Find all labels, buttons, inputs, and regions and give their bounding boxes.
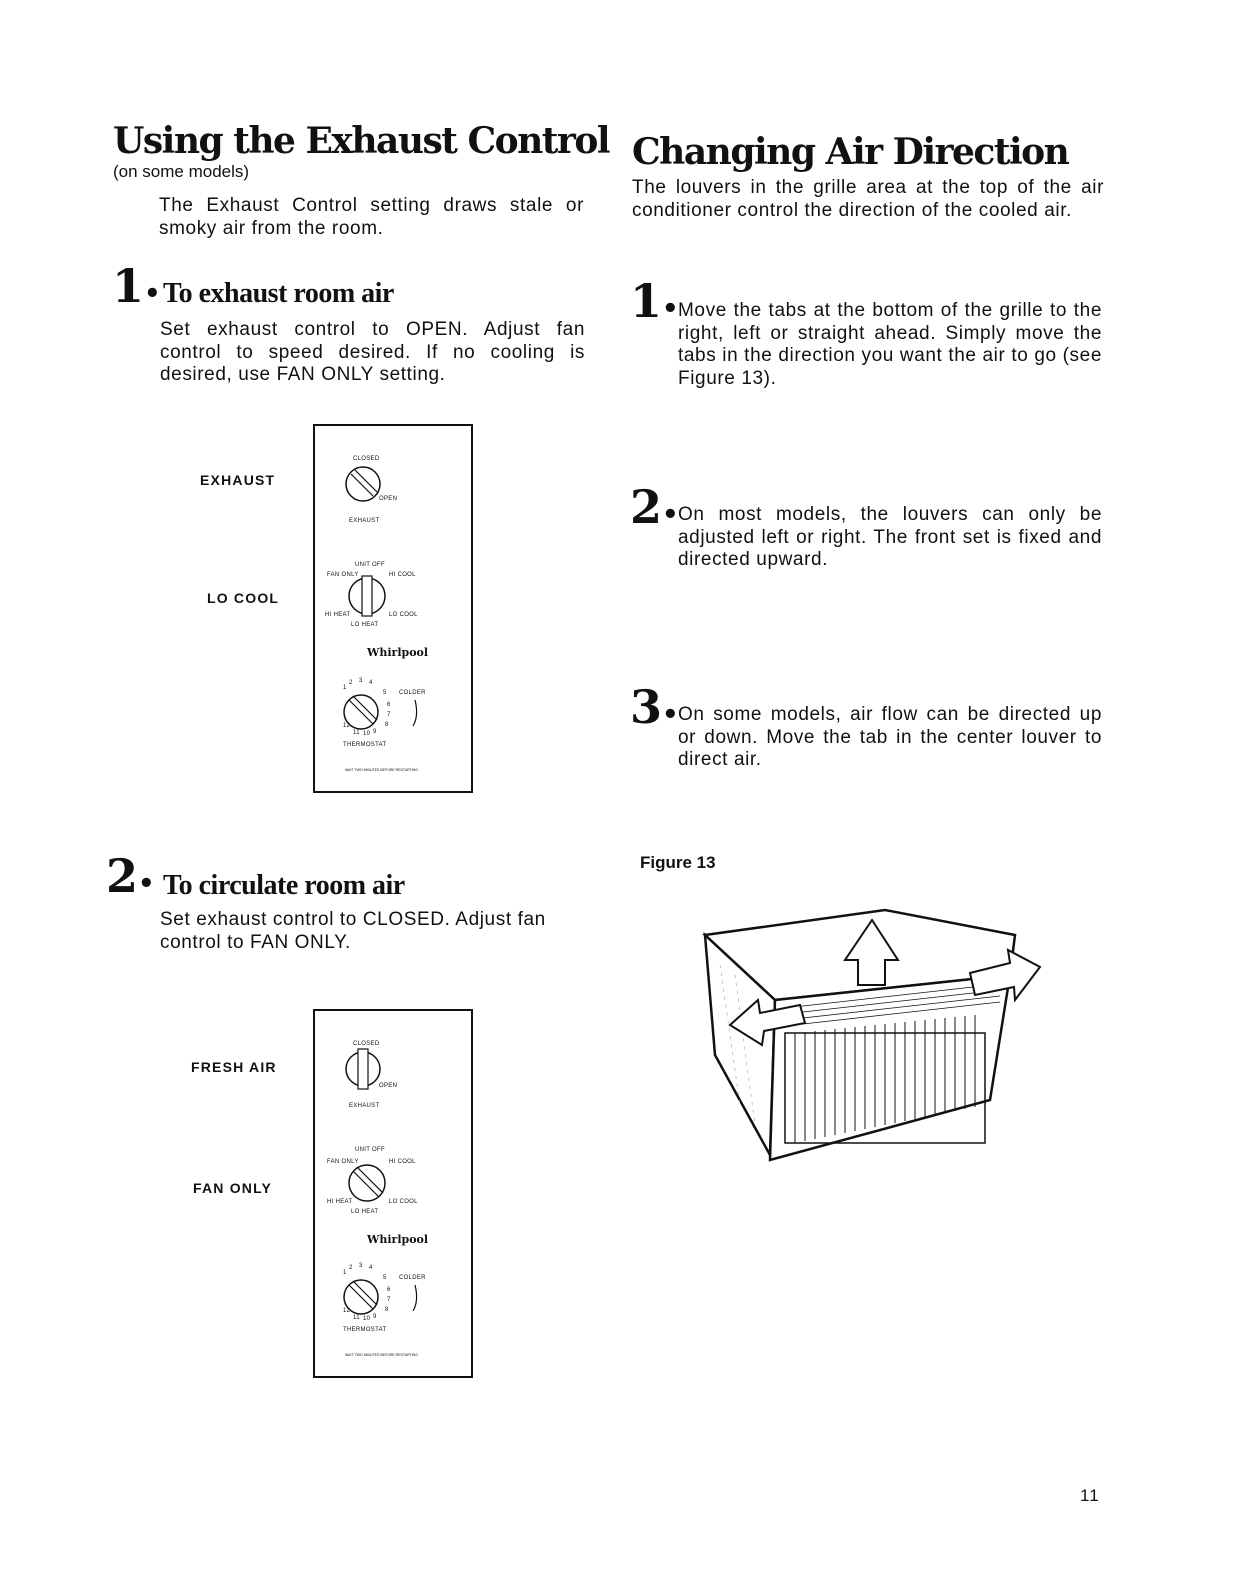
thermostat-number-6: 6: [387, 1287, 391, 1293]
figure-13-label: Figure 13: [640, 853, 716, 872]
thermostat-number-12: 12: [343, 723, 351, 729]
front-grille-bars: [785, 1015, 985, 1143]
thermostat-number-7: 7: [387, 1297, 391, 1303]
control-panel-2: [313, 1009, 473, 1378]
exhaust-knob-pointer-closed: [358, 1049, 368, 1089]
step-1-text: Set exhaust control to OPEN. Adjust fan control to speed desired. If no cooling is desired, use FAN ONLY setting.: [160, 319, 585, 385]
air-step-3-text: On some models, air flow can be directed up or down. Move the tab in the center louver to direct air.: [678, 704, 1102, 770]
control-panel-2-drawing: [315, 1011, 471, 1376]
panel-2-open-label: OPEN: [379, 1083, 398, 1089]
panel-1-fan-only-label: FAN ONLY: [327, 572, 359, 578]
panel-2-closed-label: CLOSED: [353, 1041, 380, 1047]
thermostat-number-11: 11: [353, 730, 360, 736]
panel-2-hi-cool-label: HI COOL: [389, 1159, 416, 1165]
panel-1-label-lo-cool: LO COOL: [207, 590, 280, 606]
step-2-heading: To circulate room air: [163, 870, 405, 901]
thermostat-number-5: 5: [383, 690, 387, 696]
air-step-1-number: 1•: [630, 274, 679, 328]
step-1-heading: To exhaust room air: [163, 278, 394, 309]
step-1-number: 1•: [112, 259, 161, 313]
exhaust-knob[interactable]: [346, 467, 380, 501]
panel-2-fan-only-label: FAN ONLY: [327, 1159, 359, 1165]
panel-2-label-fresh-air: FRESH AIR: [191, 1059, 277, 1075]
air-conditioner-drawing: [700, 905, 1050, 1170]
panel-2-unit-off-label: UNIT OFF: [355, 1147, 385, 1153]
thermostat-number-12: 12: [343, 1308, 351, 1314]
thermostat-number-9: 9: [373, 729, 377, 735]
step-2-text: Set exhaust control to CLOSED. Adjust fan control to FAN ONLY.: [160, 909, 546, 953]
panel-2-wait-notice: WAIT TWO MINUTES BEFORE RESTARTING: [345, 1353, 418, 1357]
panel-1-exhaust-label: EXHAUST: [349, 518, 380, 524]
panel-1-unit-off-label: UNIT OFF: [355, 562, 385, 568]
air-direction-section-title: Changing Air Direction: [632, 131, 1069, 173]
thermostat-number-10: 10: [363, 1316, 371, 1322]
air-step-1-text: Move the tabs at the bottom of the grille to the right, left or straight ahead. Simply move the tabs in the direction you want the air to go (see Figure 13).: [678, 300, 1102, 389]
panel-1-closed-label: CLOSED: [353, 456, 380, 462]
fan-knob-pointer-lo-cool: [362, 576, 372, 616]
panel-1-open-label: OPEN: [379, 496, 398, 502]
panel-2-lo-cool-label: LO COOL: [389, 1199, 418, 1205]
step-2-number: 2•: [106, 849, 155, 903]
unit-front-grille: [770, 975, 1010, 1160]
panel-1-hi-heat-label: HI HEAT: [325, 612, 351, 618]
thermostat-number-7: 7: [387, 712, 391, 718]
thermostat-number-5: 5: [383, 1275, 387, 1281]
thermostat-number-2: 2: [349, 1265, 353, 1271]
air-step-3-number: 3•: [630, 680, 679, 734]
thermostat-number-2: 2: [349, 680, 353, 686]
panel-1-colder-label: COLDER: [399, 690, 426, 696]
panel-1-hi-cool-label: HI COOL: [389, 572, 416, 578]
thermostat-number-8: 8: [385, 1307, 389, 1313]
panel-2-hi-heat-label: HI HEAT: [327, 1199, 353, 1205]
air-step-2-number: 2•: [630, 480, 679, 534]
exhaust-section-subtitle: (on some models): [113, 162, 250, 181]
panel-1-lo-cool-label: LO COOL: [389, 612, 418, 618]
control-panel-1: [313, 424, 473, 793]
panel-2-colder-label: COLDER: [399, 1275, 426, 1281]
exhaust-intro: The Exhaust Control setting draws stale or smoky air from the room.: [159, 195, 584, 239]
panel-1-thermostat-label: THERMOSTAT: [343, 742, 387, 748]
fan-knob[interactable]: [349, 1165, 385, 1201]
exhaust-section-title: Using the Exhaust Control: [113, 120, 610, 162]
panel-1-label-exhaust: EXHAUST: [200, 472, 276, 488]
thermostat-number-1: 1: [343, 685, 347, 691]
panel-2-thermostat-label: THERMOSTAT: [343, 1327, 387, 1333]
panel-2-exhaust-label: EXHAUST: [349, 1103, 380, 1109]
thermostat-number-4: 4: [369, 1265, 373, 1271]
panel-1-wait-notice: WAIT TWO MINUTES BEFORE RESTARTING: [345, 768, 418, 772]
thermostat-number-3: 3: [359, 678, 363, 684]
colder-arrow-icon: [413, 700, 417, 726]
air-direction-intro: The louvers in the grille area at the top of the air conditioner control the direction of the cooled air.: [632, 177, 1104, 221]
thermostat-number-11: 11: [353, 1315, 360, 1321]
thermostat-number-3: 3: [359, 1263, 363, 1269]
thermostat-number-8: 8: [385, 722, 389, 728]
fan-knob-pointer-fan-only: [353, 1167, 383, 1197]
whirlpool-logo: Whirlpool: [367, 646, 429, 659]
air-step-2-text: On most models, the louvers can only be adjusted left or right. The front set is fixed and directed upward.: [678, 504, 1102, 570]
control-panel-1-drawing: [315, 426, 471, 791]
thermostat-number-10: 10: [363, 731, 371, 737]
thermostat-number-6: 6: [387, 702, 391, 708]
panel-2-lo-heat-label: LO HEAT: [351, 1209, 379, 1215]
thermostat-number-4: 4: [369, 680, 373, 686]
thermostat-number-9: 9: [373, 1314, 377, 1320]
whirlpool-logo: Whirlpool: [367, 1233, 429, 1246]
panel-1-lo-heat-label: LO HEAT: [351, 622, 379, 628]
page-number: 11: [1080, 1486, 1100, 1505]
figure-13-illustration: [700, 905, 1050, 1170]
panel-2-label-fan-only: FAN ONLY: [193, 1180, 273, 1196]
thermostat-number-1: 1: [343, 1270, 347, 1276]
colder-arrow-icon: [413, 1285, 417, 1311]
exhaust-knob-pointer-open: [351, 470, 377, 496]
